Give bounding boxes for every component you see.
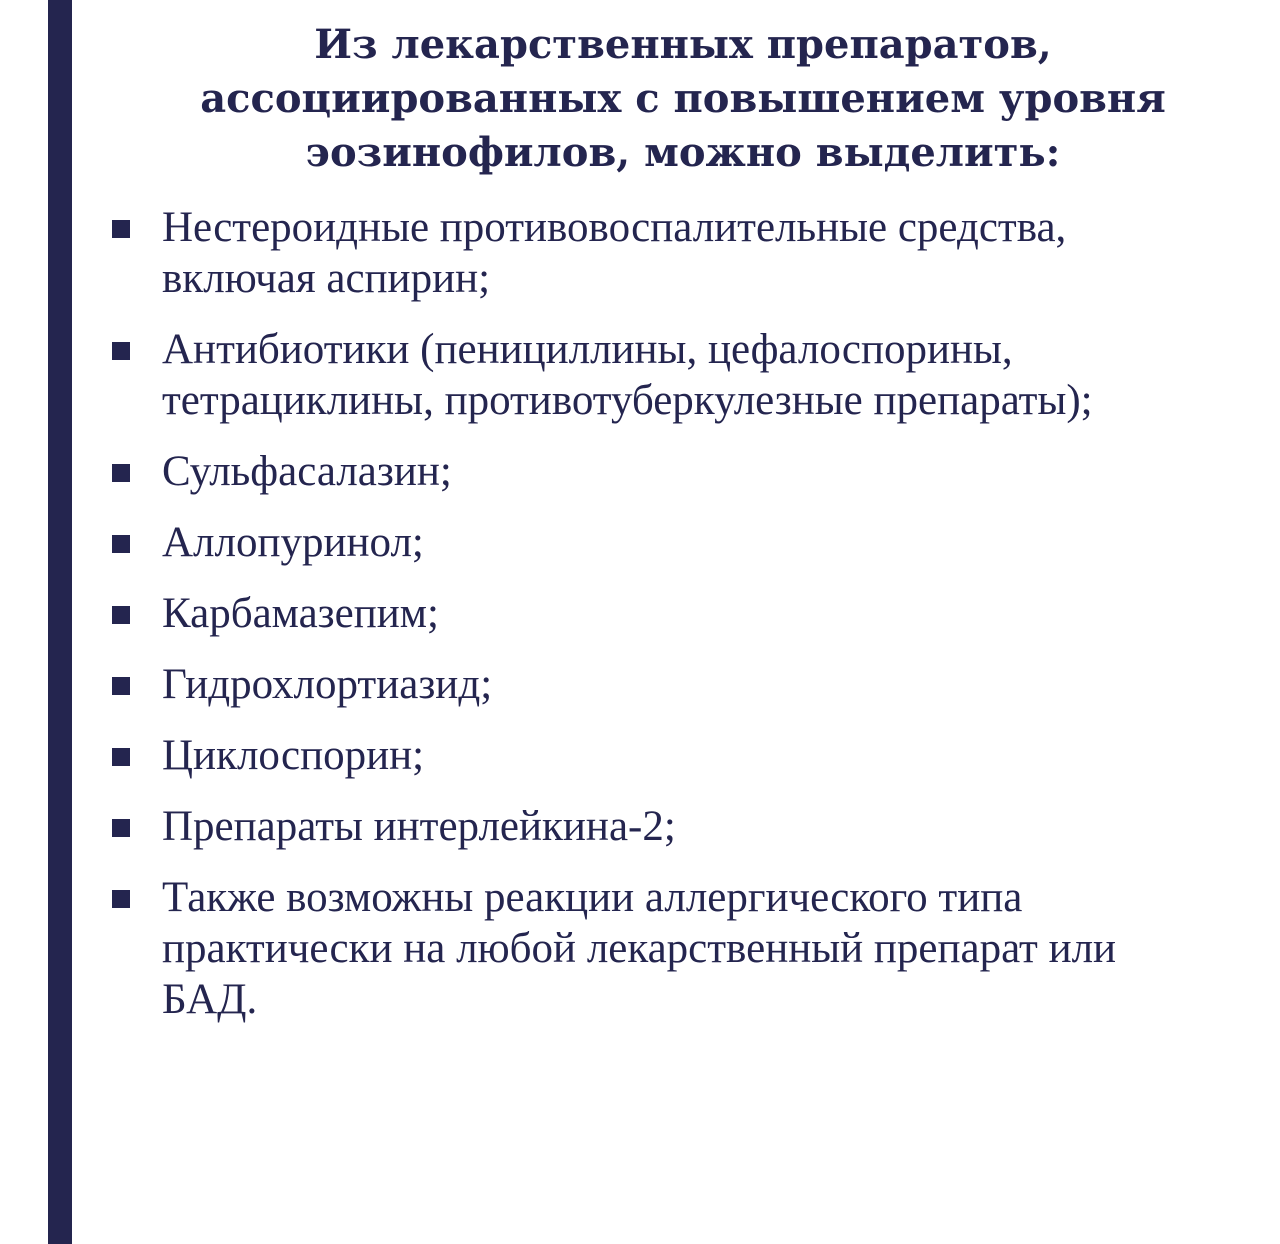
item-text-line: включая аспирин; bbox=[162, 255, 491, 302]
drug-list bbox=[108, 202, 1258, 1025]
left-accent-bar bbox=[48, 0, 72, 1244]
list-item bbox=[108, 872, 1258, 1025]
slide-heading bbox=[108, 18, 1258, 180]
heading-line: ассоциированных с повышением уровня bbox=[200, 75, 1166, 122]
list-item bbox=[108, 801, 1258, 852]
item-text-line: практически на любой лекарственный препарат или bbox=[162, 925, 1117, 972]
list-item bbox=[108, 517, 1258, 568]
item-text-line: Аллопуринол; bbox=[162, 519, 424, 566]
square-bullet-icon bbox=[112, 890, 130, 908]
list-item bbox=[108, 730, 1258, 781]
square-bullet-icon bbox=[112, 535, 130, 553]
item-text-line: Антибиотики (пенициллины, цефалоспорины, bbox=[162, 326, 1013, 373]
heading-line: Из лекарственных препаратов, bbox=[314, 21, 1052, 68]
slide-content bbox=[108, 18, 1258, 1045]
square-bullet-icon bbox=[112, 606, 130, 624]
heading-line: эозинофилов, можно выделить: bbox=[305, 129, 1061, 176]
square-bullet-icon bbox=[112, 819, 130, 837]
square-bullet-icon bbox=[112, 677, 130, 695]
square-bullet-icon bbox=[112, 220, 130, 238]
item-text-line: Сульфасалазин; bbox=[162, 448, 452, 495]
list-item bbox=[108, 324, 1258, 426]
item-text-line: Карбамазепим; bbox=[162, 590, 439, 637]
list-item bbox=[108, 202, 1258, 304]
square-bullet-icon bbox=[112, 748, 130, 766]
item-text-line: Гидрохлортиазид; bbox=[162, 661, 493, 708]
list-item bbox=[108, 588, 1258, 639]
item-text-line: Нестероидные противовоспалительные средства, bbox=[162, 204, 1067, 251]
square-bullet-icon bbox=[112, 464, 130, 482]
item-text-line: Препараты интерлейкина-2; bbox=[162, 803, 676, 850]
list-item bbox=[108, 446, 1258, 497]
item-text-line: Также возможны реакции аллергического типа bbox=[162, 874, 1023, 921]
item-text-line: Циклоспорин; bbox=[162, 732, 425, 779]
square-bullet-icon bbox=[112, 342, 130, 360]
item-text-line: БАД. bbox=[162, 976, 258, 1023]
list-item bbox=[108, 659, 1258, 710]
item-text-line: тетрациклины, противотуберкулезные препараты); bbox=[162, 377, 1093, 424]
